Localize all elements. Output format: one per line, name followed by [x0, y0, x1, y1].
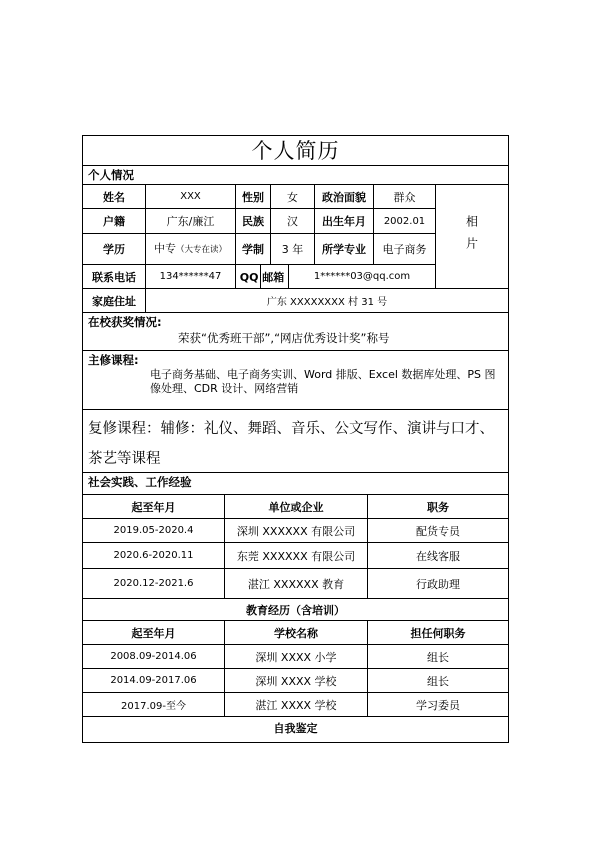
birth-label: 出生年月 [322, 215, 366, 228]
table-row-cell: 2008.09-2014.06 [110, 651, 197, 662]
awards-text: 荣获“优秀班干部”,“网店优秀设计奖”称号 [178, 331, 390, 345]
table-row-cell: 湛江 XXXXXX 教育 [247, 577, 345, 591]
divider [82, 409, 509, 410]
schooling-label: 学制 [242, 243, 264, 256]
table-row-cell: 深圳 XXXX 小学 [255, 650, 337, 664]
ethnicity-value: 汉 [287, 215, 298, 228]
major-value: 电子商务 [382, 243, 427, 256]
edu-header-role: 担任何职务 [410, 626, 466, 640]
address-label: 家庭住址 [92, 294, 136, 308]
table-row-cell: 学习委员 [416, 698, 460, 712]
table-row-cell: 湛江 XXXX 学校 [255, 698, 337, 712]
phone-value: 134******47 [159, 271, 222, 282]
education-note: （大专在读） [175, 244, 227, 255]
schooling-value: 3 年 [281, 243, 304, 256]
table-row-cell: 配货专员 [416, 524, 460, 538]
gender-value: 女 [287, 190, 298, 204]
table-row-cell: 组长 [427, 674, 449, 688]
edu-header-school: 学校名称 [274, 626, 318, 640]
address-value: 广东 XXXXXXXX 村 31 号 [266, 297, 388, 308]
table-row-cell: 深圳 XXXX 学校 [255, 674, 337, 688]
table-row-cell: 2019.05-2020.4 [113, 525, 194, 536]
table-row-cell: 组长 [427, 650, 449, 664]
education-section-heading: 教育经历（含培训） [246, 603, 345, 617]
photo-label: 相片 [464, 214, 479, 259]
personal-section-heading: 个人情况 [88, 168, 134, 182]
table-row-cell: 2020.12-2021.6 [113, 578, 194, 589]
work-header-company: 单位或企业 [268, 500, 324, 514]
hukou-label: 户籍 [103, 215, 125, 228]
courses-heading: 主修课程: [88, 353, 139, 367]
electives-text: 复修课程：辅修：礼仪、舞蹈、音乐、公文写作、演讲与口才、茶艺等课程 [88, 421, 494, 467]
gender-label: 性别 [242, 190, 264, 204]
page-title: 个人简历 [251, 139, 340, 163]
table-row-cell: 深圳 XXXXXX 有限公司 [236, 524, 356, 538]
divider [82, 350, 509, 351]
table-row-cell: 2014.09-2017.06 [110, 675, 197, 686]
divider [82, 165, 509, 166]
name-label: 姓名 [103, 190, 125, 204]
qq-value: 1******03@qq.com [313, 271, 411, 282]
education-label: 学历 [103, 243, 125, 256]
self-eval-heading: 自我鉴定 [273, 722, 318, 735]
table-row-cell: 行政助理 [416, 577, 460, 591]
table-row-cell: 2017.09-至今 [121, 701, 186, 712]
photo-placeholder [436, 185, 508, 288]
phone-label: 联系电话 [92, 270, 136, 284]
courses-list: 电子商务基础、电子商务实训、Word 排版、Excel 数据库处理、PS 图像处理、CDR 设计、网络营销 [150, 368, 496, 395]
education-value: 中专 [153, 241, 176, 255]
work-header-position: 职务 [427, 500, 449, 514]
birth-value: 2002.01 [383, 215, 426, 227]
table-row-cell: 2020.6-2020.11 [113, 550, 194, 561]
awards-heading: 在校获奖情况: [88, 315, 162, 329]
work-header-period: 起至年月 [131, 500, 176, 514]
ethnicity-label: 民族 [242, 215, 264, 228]
table-row-cell: 在线客服 [416, 549, 460, 563]
table-row-cell: 东莞 XXXXXX 有限公司 [236, 549, 356, 563]
work-section-heading: 社会实践、工作经验 [88, 475, 192, 489]
courses-text [88, 368, 503, 396]
political-label: 政治面貌 [322, 190, 366, 204]
edu-header-period: 起至年月 [131, 626, 176, 640]
education-value-cell [146, 234, 235, 264]
divider [82, 312, 509, 313]
hukou-value: 广东/廉江 [166, 215, 215, 228]
name-value: XXX [180, 191, 201, 202]
qq-label: QQ 邮箱 [239, 270, 285, 284]
political-value: 群众 [393, 190, 416, 204]
major-label: 所学专业 [322, 243, 366, 256]
